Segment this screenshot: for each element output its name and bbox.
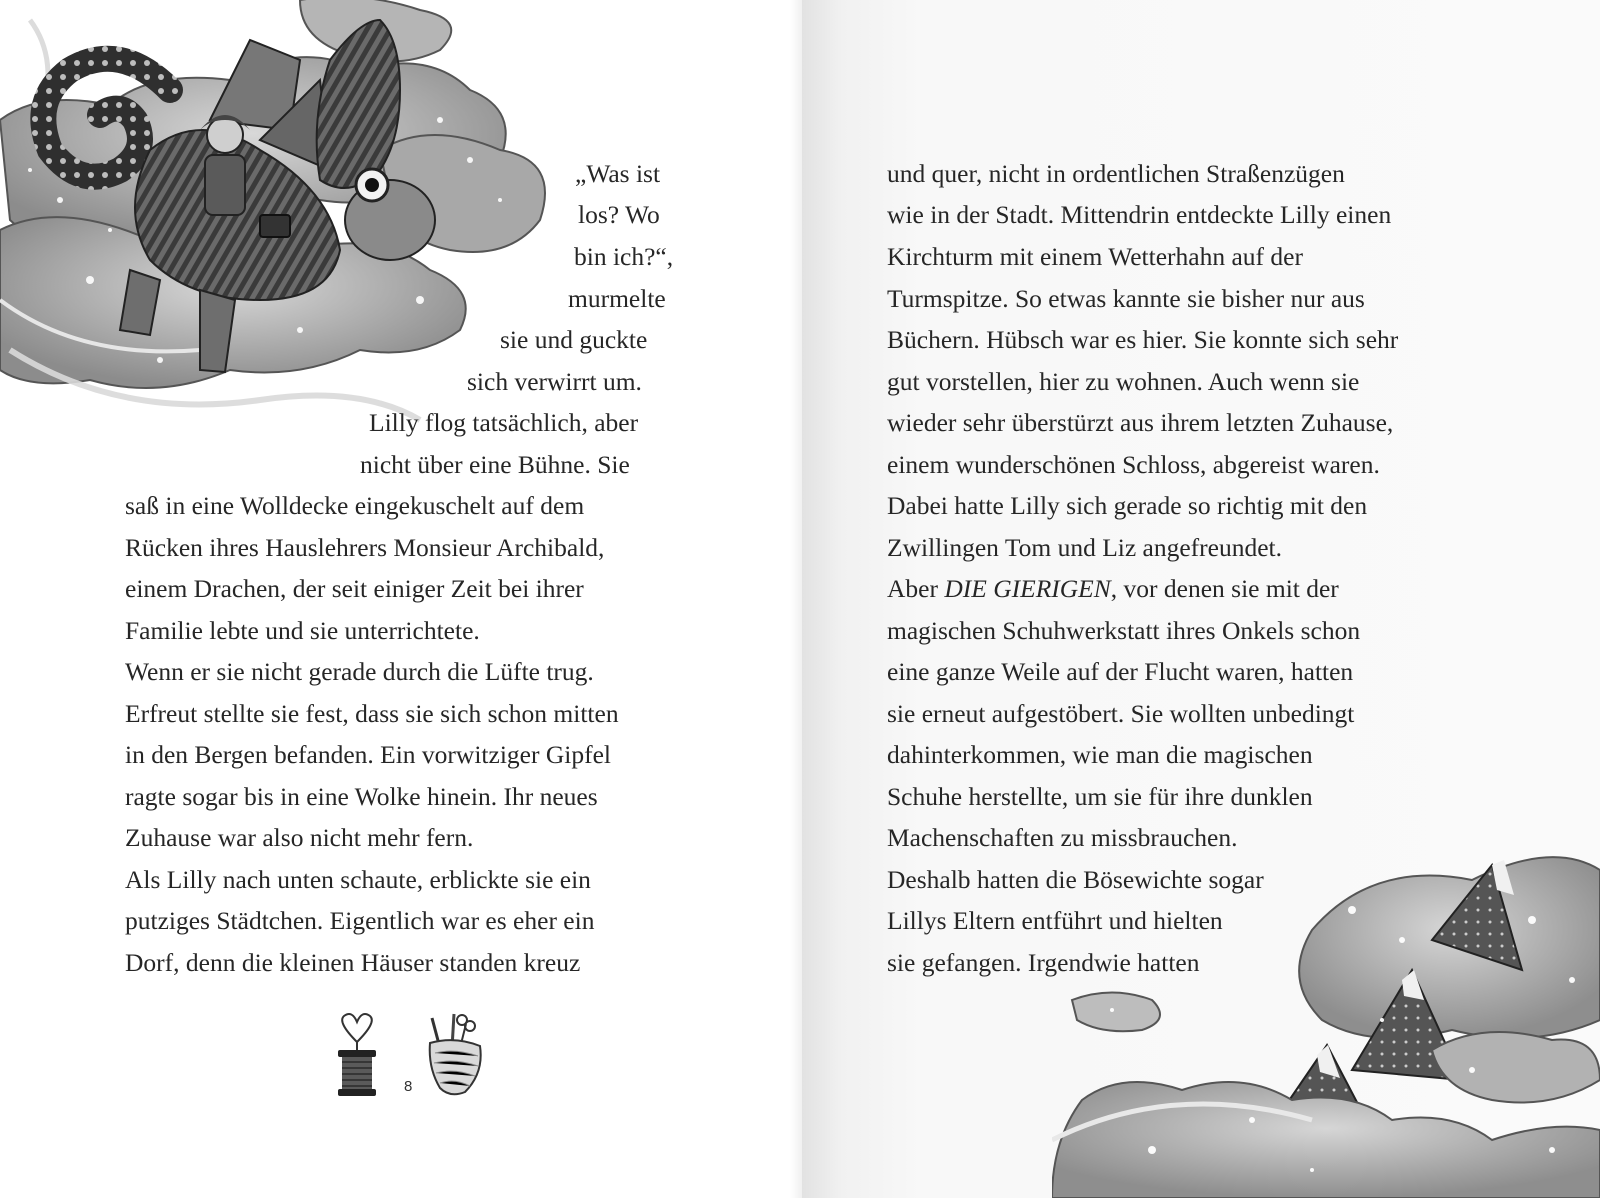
page-number: 8 — [404, 1078, 413, 1095]
text-line: Erfreut stellte sie fest, dass sie sich schon mitten — [125, 699, 619, 728]
text-line: Turmspitze. So etwas kannte sie bisher nur aus — [887, 284, 1365, 313]
text-line: saß in eine Wolldecke eingekuschelt auf dem — [125, 491, 585, 520]
text-line: los? Wo — [578, 200, 660, 229]
text-line: Dorf, denn die kleinen Häuser standen kreuz — [125, 948, 581, 977]
text-line: sich verwirrt um. — [467, 367, 642, 396]
text-line: Lillys Eltern entführt und hielten — [887, 906, 1223, 935]
text-line: wieder sehr überstürzt aus ihrem letzten Zuhause, — [887, 408, 1394, 437]
text-line: Schuhe herstellte, um sie für ihre dunklen — [887, 782, 1313, 811]
text-line: Deshalb hatten die Bösewichte sogar — [887, 865, 1264, 894]
text-segment: , vor denen sie mit der — [1110, 574, 1339, 603]
text-line: Büchern. Hübsch war es hier. Sie konnte sich sehr — [887, 325, 1399, 354]
text-line: putziges Städtchen. Eigentlich war es eher ein — [125, 906, 595, 935]
text-line: magischen Schuhwerkstatt ihres Onkels schon — [887, 616, 1361, 645]
text-line: nicht über eine Bühne. Sie — [360, 450, 630, 479]
text-line: bin ich?“, — [574, 242, 674, 271]
text-line: sie und guckte — [500, 325, 648, 354]
text-line: sie erneut aufgestöbert. Sie wollten unbedingt — [887, 699, 1355, 728]
pencil-pouch-icon — [420, 1008, 490, 1098]
text-line: Zuhause war also nicht mehr fern. — [125, 823, 474, 852]
text-line: Familie lebte und sie unterrichtete. — [125, 616, 480, 645]
text-line: in den Bergen befanden. Ein vorwitziger Gipfel — [125, 740, 611, 769]
text-line: „Was ist — [575, 159, 661, 188]
text-line: Zwillingen Tom und Liz angefreundet. — [887, 533, 1283, 562]
text-line: Dabei hatte Lilly sich gerade so richtig mit den — [887, 491, 1368, 520]
italic-name: DIE GIERIGEN — [944, 574, 1111, 603]
text-line: Kirchturm mit einem Wetterhahn auf der — [887, 242, 1303, 271]
text-line: Wenn er sie nicht gerade durch die Lüfte trug. — [125, 657, 594, 686]
text-line: gut vorstellen, hier zu wohnen. Auch wenn sie — [887, 367, 1360, 396]
text-line: dahinterkommen, wie man die magischen — [887, 740, 1313, 769]
text-line: einem wunderschönen Schloss, abgereist waren. — [887, 450, 1380, 479]
text-segment: Aber — [887, 574, 945, 603]
text-line: Lilly flog tatsächlich, aber — [369, 408, 639, 437]
text-line: Machenschaften zu missbrauchen. — [887, 823, 1238, 852]
text-line — [887, 574, 1339, 604]
text-line: Als Lilly nach unten schaute, erblickte sie ein — [125, 865, 591, 894]
text-line: einem Drachen, der seit einiger Zeit bei ihrer — [125, 574, 584, 603]
thread-spool-icon — [332, 1012, 382, 1102]
text-line: und quer, nicht in ordentlichen Straßenzügen — [887, 159, 1345, 188]
text-line: eine ganze Weile auf der Flucht waren, hatten — [887, 657, 1354, 686]
text-line: Rücken ihres Hauslehrers Monsieur Archibald, — [125, 533, 605, 562]
right-page — [802, 0, 1600, 1198]
text-line: ragte sogar bis in eine Wolke hinein. Ihr neues — [125, 782, 598, 811]
text-line: wie in der Stadt. Mittendrin entdeckte Lilly einen — [887, 200, 1392, 229]
text-line: murmelte — [568, 284, 666, 313]
text-line: sie gefangen. Irgendwie hatten — [887, 948, 1200, 977]
